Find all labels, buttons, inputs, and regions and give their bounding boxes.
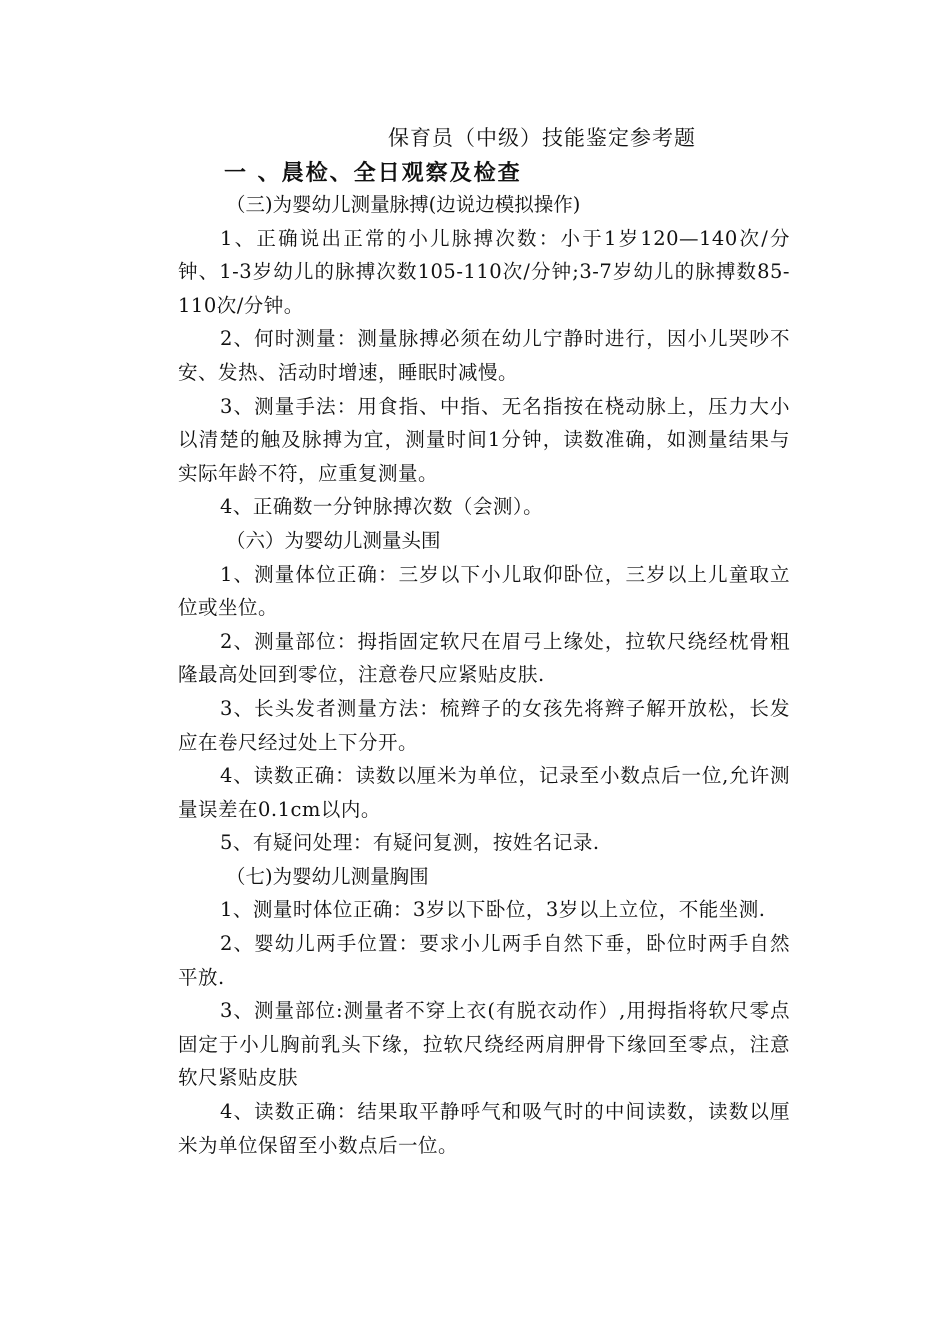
subsection-title-chest: （七)为婴幼儿测量胸围 bbox=[226, 864, 429, 888]
paragraph: 1、正确说出正常的小儿脉搏次数：小于1岁120—140次/分钟、1-3岁幼儿的脉搏次数105-110次/分钟;3-7岁幼儿的脉搏数85-110次/分钟。 bbox=[178, 226, 790, 317]
paragraph: 5、有疑问处理：有疑问复测，按姓名记录. bbox=[220, 831, 600, 855]
document-body bbox=[178, 188, 790, 1162]
paragraph: 1、测量时体位正确：3岁以下卧位，3岁以上立位，不能坐测. bbox=[220, 898, 766, 922]
document-title: 保育员（中级）技能鉴定参考题 bbox=[388, 126, 696, 150]
paragraph: 2、测量部位：拇指固定软尺在眉弓上缘处，拉软尺绕经枕骨粗隆最高处回到零位，注意卷尺应紧贴皮肤. bbox=[178, 629, 790, 687]
paragraph: 3、测量部位:测量者不穿上衣(有脱衣动作）,用拇指将软尺零点固定于小儿胸前乳头下缘，拉软尺绕经两肩胛骨下缘回至零点，注意软尺紧贴皮肤 bbox=[178, 999, 790, 1090]
paragraph: 2、何时测量：测量脉搏必须在幼儿宁静时进行，因小儿哭吵不安、发热、活动时增速，睡眠时减慢。 bbox=[178, 327, 790, 384]
paragraph: 2、婴幼儿两手位置：要求小儿两手自然下垂，卧位时两手自然平放. bbox=[178, 932, 790, 989]
paragraph: 3、测量手法：用食指、中指、无名指按在桡动脉上，压力大小以清楚的触及脉搏为宜，测量时间1分钟，读数准确，如测量结果与实际年龄不符，应重复测量。 bbox=[178, 394, 790, 485]
paragraph: 4、读数正确：结果取平静呼气和吸气时的中间读数，读数以厘米为单位保留至小数点后一位。 bbox=[178, 1100, 790, 1157]
subsection-title-head: （六）为婴幼儿测量头围 bbox=[226, 528, 441, 552]
paragraph: 1、测量体位正确：三岁以下小儿取仰卧位，三岁以上儿童取立位或坐位。 bbox=[178, 562, 790, 620]
paragraph: 4、读数正确：读数以厘米为单位，记录至小数点后一位,允许测量误差在0.1cm以内。 bbox=[178, 764, 790, 821]
section-heading: 一 、晨检、全日观察及检查 bbox=[224, 160, 522, 186]
subsection-title-pulse: （三)为婴幼儿测量脉搏(边说边模拟操作) bbox=[226, 193, 581, 216]
paragraph: 4、正确数一分钟脉搏次数（会测）。 bbox=[220, 495, 544, 519]
paragraph: 3、长头发者测量方法：梳辫子的女孩先将辫子解开放松，长发应在卷尺经过处上下分开。 bbox=[178, 696, 790, 754]
